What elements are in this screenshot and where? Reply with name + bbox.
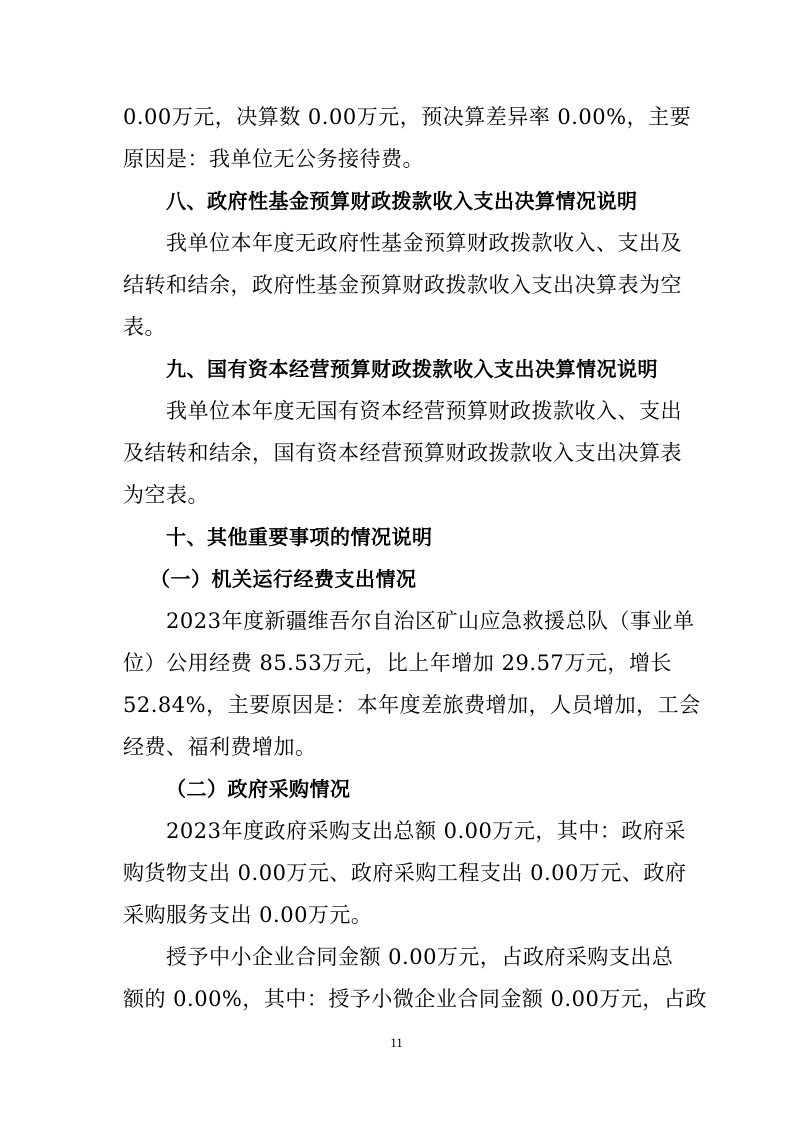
body-text-line: 我单位本年度无政府性基金预算财政拨款收入、支出及 [166,231,682,255]
body-text-line: 及结转和结余，国有资本经营预算财政拨款收入支出决算表 [123,441,682,465]
subsection-heading-2: （二）政府采购情况 [166,777,351,801]
section-heading-8: 八、政府性基金预算财政拨款收入支出决算情况说明 [166,189,638,213]
body-text-line: 经费、福利费增加。 [123,735,317,759]
body-text-line: 2023年度政府采购支出总额 0.00万元，其中：政府采 [166,819,686,843]
body-text-line: 采购服务支出 0.00万元。 [123,903,373,927]
section-heading-10: 十、其他重要事项的情况说明 [166,525,433,549]
body-text-line: 原因是：我单位无公务接待费。 [123,147,424,171]
body-text-line: 52.84%，主要原因是：本年度差旅费增加，人员增加，工会 [123,693,701,717]
body-text-line: 2023年度新疆维吾尔自治区矿山应急救援总队（事业单 [166,609,695,633]
body-text-line: 我单位本年度无国有资本经营预算财政拨款收入、支出 [166,399,682,423]
body-text-line: 结转和结余，政府性基金预算财政拨款收入支出决算表为空 [123,273,682,297]
body-text-line: 0.00万元，决算数 0.00万元，预决算差异率 0.00%，主要 [123,105,692,129]
body-text-line: 位）公用经费 85.53万元，比上年增加 29.57万元，增长 [123,651,672,675]
body-text-line: 授予中小企业合同金额 0.00万元，占政府采购支出总 [166,945,674,969]
body-text-line: 表。 [123,315,166,339]
body-text-line: 为空表。 [123,483,209,507]
body-text-line: 额的 0.00%，其中：授予小微企业合同金额 0.00万元，占政 [123,987,707,1011]
subsection-heading-1: （一）机关运行经费支出情况 [150,567,417,591]
section-heading-9: 九、国有资本经营预算财政拨款收入支出决算情况说明 [166,357,658,381]
page-number: 11 [390,1035,403,1050]
body-text-line: 购货物支出 0.00万元、政府采购工程支出 0.00万元、政府 [123,861,687,885]
